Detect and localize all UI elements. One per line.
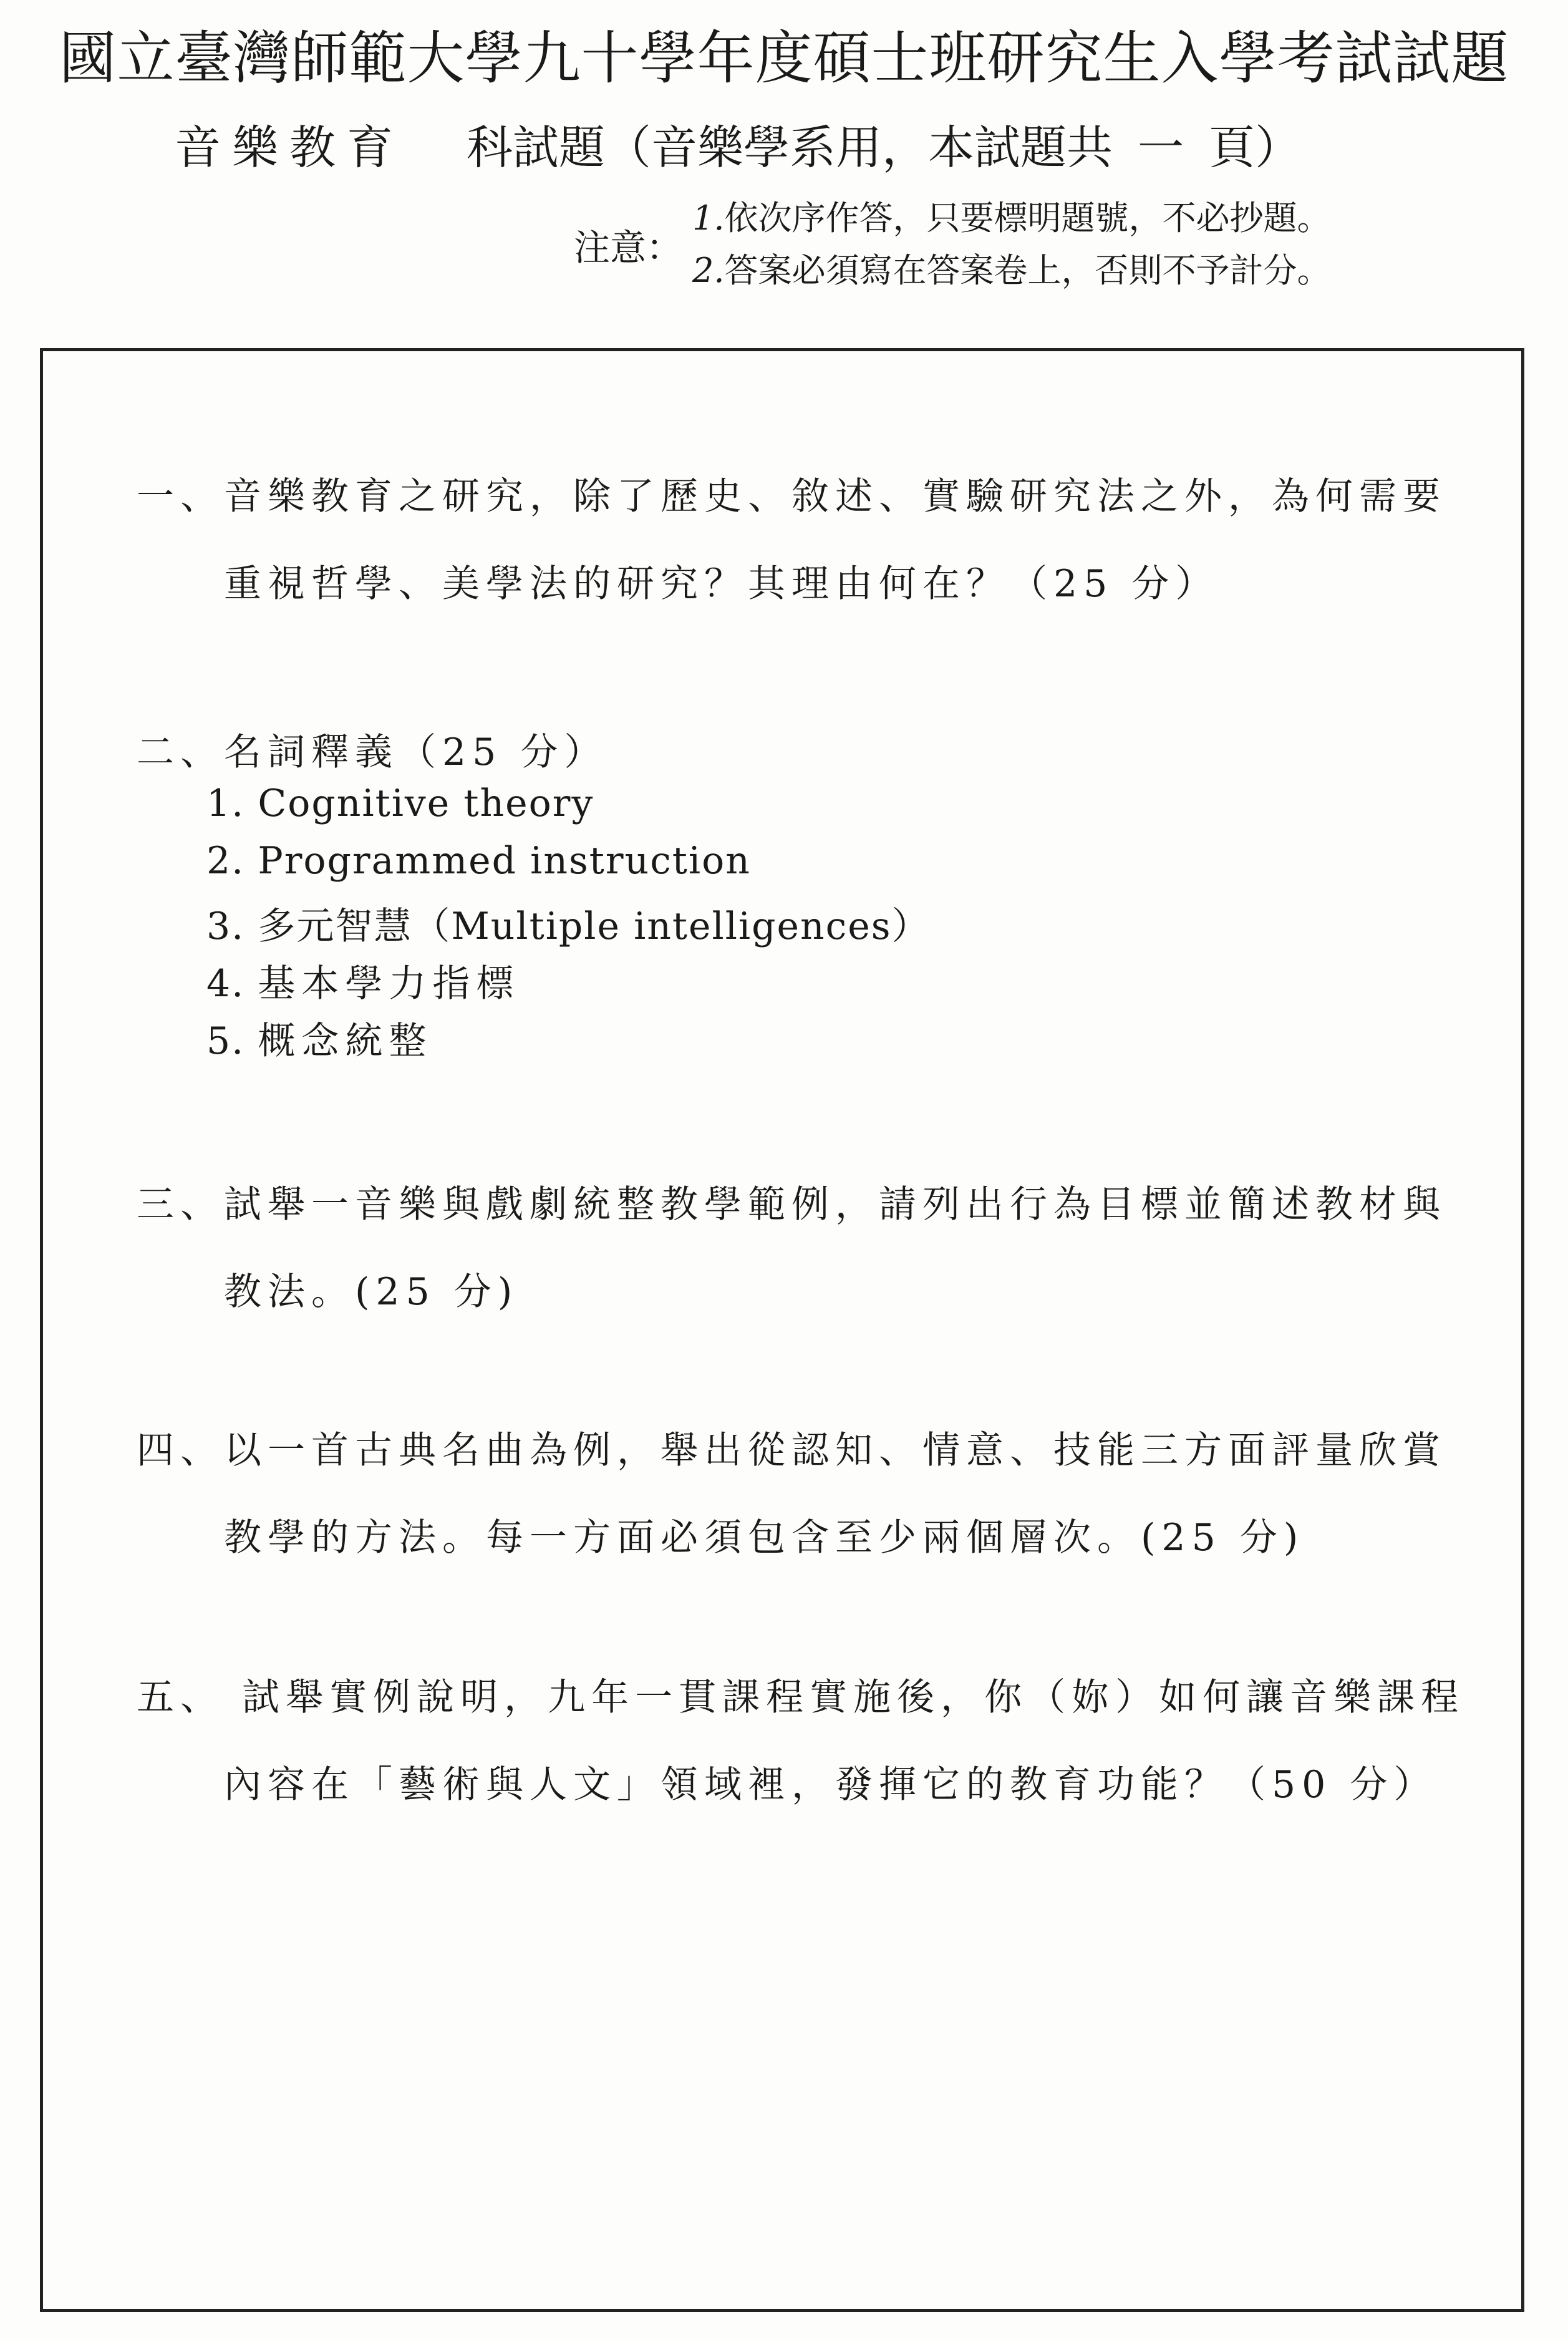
question-4-line-2: 教學的方法。每一方面必須包含至少兩個層次。(25 分) xyxy=(224,1516,1305,1560)
question-2-heading: 二、名詞釋義（25 分） xyxy=(137,731,608,774)
note-number: 1. xyxy=(692,198,725,238)
term-number: 3. xyxy=(206,905,245,948)
question-4-line-1: 四、以一首古典名曲為例，舉出從認知、情意、技能三方面評量欣賞 xyxy=(137,1429,1446,1472)
question-3-line-1: 三、試舉一音樂與戲劇統整教學範例，請列出行為目標並簡述教材與 xyxy=(137,1183,1446,1226)
term-number: 5. xyxy=(206,1019,245,1063)
term-item xyxy=(206,954,520,1007)
note-number: 2. xyxy=(692,251,725,290)
term-item xyxy=(206,1011,432,1065)
term-text: 基本學力指標 xyxy=(258,962,520,1006)
exam-title: 國立臺灣師範大學九十學年度碩士班研究生入學考試試題 xyxy=(59,25,1509,92)
note-item xyxy=(692,245,1331,297)
page-unit: 頁） xyxy=(1209,121,1301,175)
term-item xyxy=(206,839,751,883)
note-text: 答案必須寫在答案卷上，否則不予計分。 xyxy=(724,251,1331,290)
term-item xyxy=(206,782,594,825)
notes-label: 注意： xyxy=(574,226,683,269)
page-count: 一 xyxy=(1138,121,1184,175)
notes-list xyxy=(692,192,1331,297)
question-1-line-2: 重視哲學、美學法的研究？其理由何在？（25 分） xyxy=(224,562,1219,606)
term-text: Cognitive theory xyxy=(258,782,594,825)
question-5-line-1: 五、 試舉實例說明，九年一貫課程實施後，你（妳）如何讓音樂課程 xyxy=(137,1676,1465,1719)
question-3-line-2: 教法。(25 分) xyxy=(224,1270,519,1314)
question-1-line-1: 一、音樂教育之研究，除了歷史、敘述、實驗研究法之外，為何需要 xyxy=(137,475,1446,518)
question-frame xyxy=(40,348,1524,2312)
note-text: 依次序作答，只要標明題號，不必抄題。 xyxy=(724,198,1331,238)
term-item xyxy=(206,896,931,950)
term-text: Programmed instruction xyxy=(258,839,751,883)
term-number: 4. xyxy=(206,962,245,1006)
exam-subtitle xyxy=(175,111,1301,177)
question-5-line-2: 內容在「藝術與人文」領域裡，發揮它的教育功能？（50 分） xyxy=(224,1763,1438,1807)
subject-name: 音樂教育 xyxy=(175,121,404,175)
term-text: 多元智慧（Multiple intelligences） xyxy=(258,905,931,948)
note-item xyxy=(692,192,1331,245)
term-number: 2. xyxy=(206,839,245,883)
term-text: 概念統整 xyxy=(258,1019,433,1063)
term-number: 1. xyxy=(206,782,245,825)
subtitle-text: 科試題（音樂學系用，本試題共 xyxy=(467,121,1113,175)
